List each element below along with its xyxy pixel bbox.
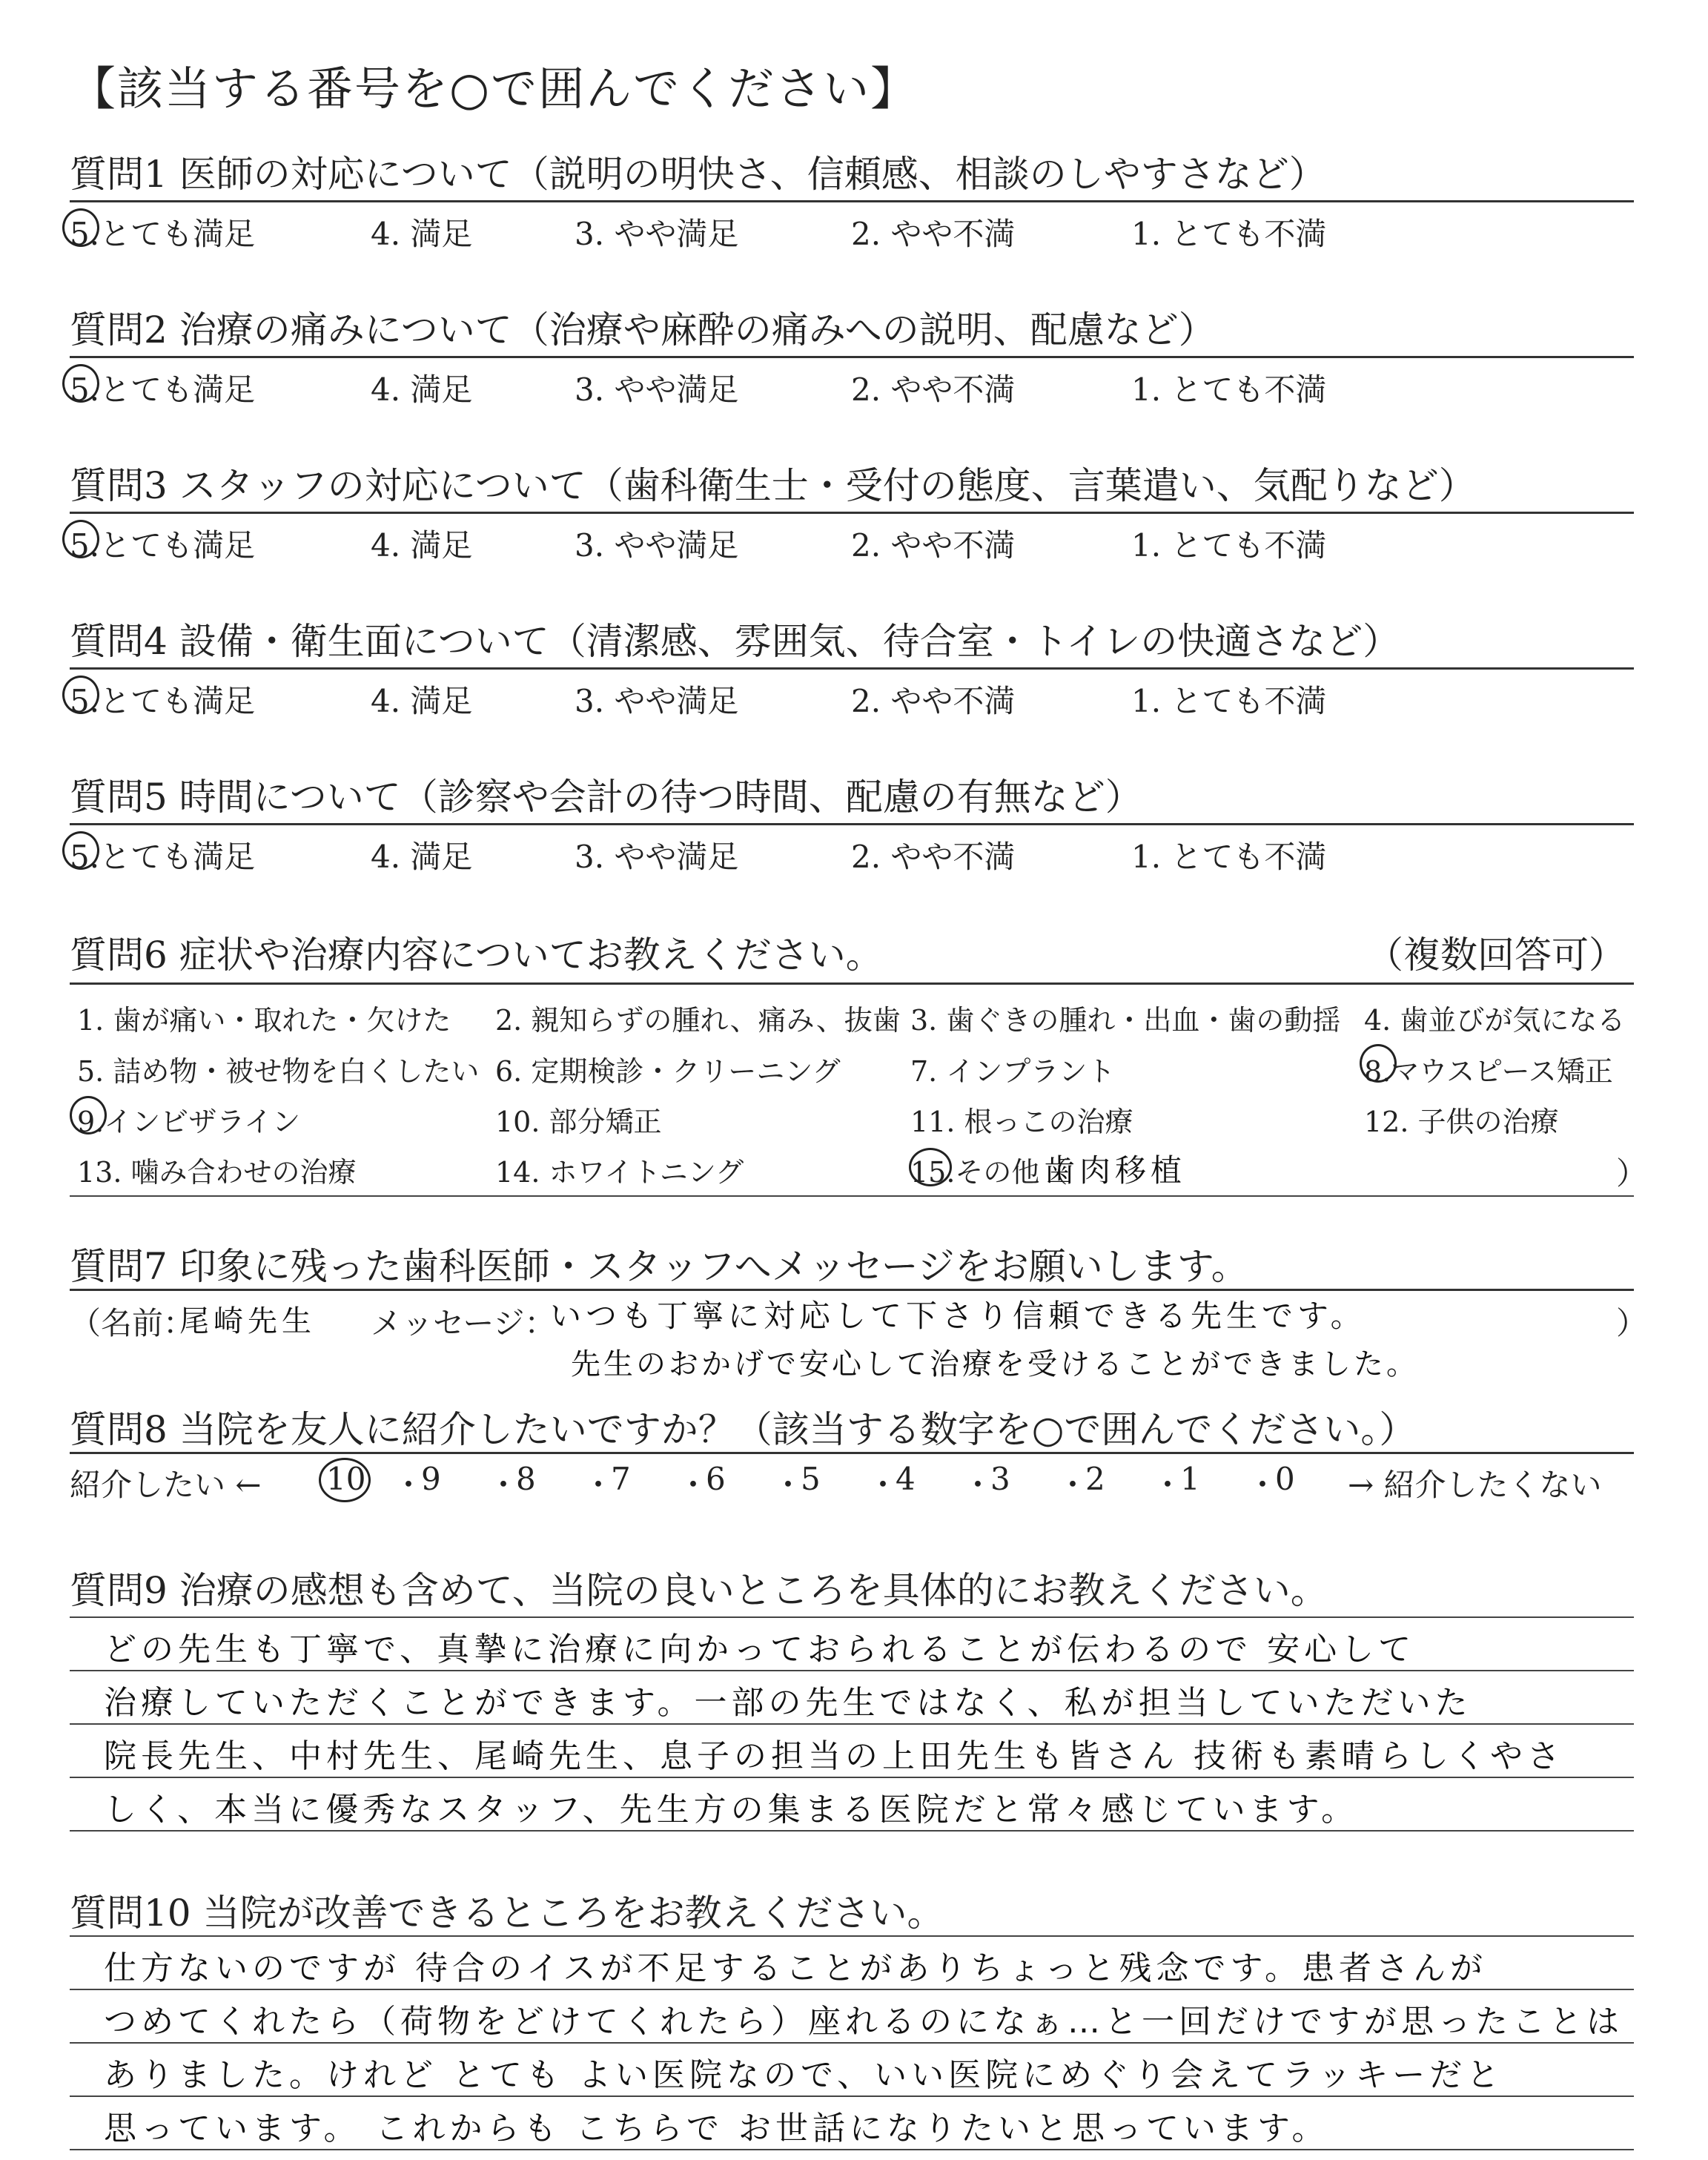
q1-label: 質問1 医師の対応について（説明の明快さ、信頼感、相談のしやすさなど） bbox=[70, 153, 1326, 196]
q4-option[interactable]: 2. やや不満 bbox=[851, 683, 1016, 719]
q8-scale-separator: ・ bbox=[1247, 1467, 1279, 1503]
ruled-line bbox=[70, 1830, 1634, 1832]
selection-circle bbox=[1360, 1044, 1397, 1083]
q2-label: 質問2 治療の痛みについて（治療や麻酔の痛みへの説明、配慮など） bbox=[70, 308, 1216, 351]
q8-scale-value[interactable]: 6 bbox=[706, 1461, 726, 1497]
q8-scale-value[interactable]: 8 bbox=[516, 1461, 536, 1497]
q8-scale-separator: ・ bbox=[488, 1467, 520, 1503]
q7-message-line1: いつも丁寧に対応して下さり信頼できる先生です。 bbox=[550, 1298, 1366, 1334]
ruled-line bbox=[70, 1616, 1634, 1618]
divider bbox=[70, 1452, 1634, 1454]
q8-scale-separator: ・ bbox=[962, 1467, 994, 1503]
ruled-line bbox=[70, 2042, 1634, 2044]
q6-note: （複数回答可） bbox=[1366, 934, 1626, 977]
q7-label: 質問7 印象に残った歯科医師・スタッフへメッセージをお願いします。 bbox=[70, 1245, 1248, 1288]
q3-label: 質問3 スタッフの対応について（歯科衛生士・受付の態度、言葉遣い、気配りなど） bbox=[70, 464, 1476, 507]
q3-option[interactable]: 3. やや満足 bbox=[575, 527, 739, 564]
q8-left-label: 紹介したい ← bbox=[70, 1467, 262, 1503]
q10-answer-line: つめてくれたら（荷物をどけてくれたら）座れるのになぁ…と一回だけですが思ったことは bbox=[104, 2003, 1623, 2041]
q7-message-label: メッセージ： bbox=[371, 1305, 556, 1341]
q9-answer-line: どの先生も丁寧で、真摯に治療に向かっておられることが伝わるので 安心して bbox=[104, 1631, 1416, 1668]
selection-circle bbox=[62, 364, 99, 403]
selection-circle bbox=[62, 208, 99, 247]
divider bbox=[70, 1289, 1634, 1291]
ruled-line bbox=[70, 1723, 1634, 1725]
q2-option[interactable]: 2. やや不満 bbox=[851, 371, 1016, 408]
ruled-line bbox=[70, 1777, 1634, 1778]
q7-message-line2: 先生のおかげで安心して治療を受けることができました。 bbox=[571, 1347, 1419, 1381]
q8-scale-separator: ・ bbox=[1057, 1467, 1089, 1503]
q8-right-label: → 紹介したくない bbox=[1348, 1467, 1602, 1503]
q8-scale-value[interactable]: 2 bbox=[1085, 1461, 1105, 1497]
q8-scale-separator: ・ bbox=[772, 1467, 804, 1503]
q3-option[interactable]: 1. とても不満 bbox=[1131, 527, 1327, 564]
selection-circle bbox=[62, 831, 99, 870]
q8-scale-value[interactable]: 0 bbox=[1275, 1461, 1295, 1497]
q8-scale-value[interactable]: 7 bbox=[611, 1461, 631, 1497]
ruled-line bbox=[70, 1935, 1634, 1937]
q9-label: 質問9 治療の感想も含めて、当院の良いところを具体的にお教えください。 bbox=[70, 1569, 1328, 1612]
q6-option[interactable]: 5. 詰め物・被せ物を白くしたい bbox=[77, 1055, 480, 1088]
q8-scale-separator: ・ bbox=[1152, 1467, 1184, 1503]
divider bbox=[70, 667, 1634, 670]
q6-option[interactable]: 7. インプラント bbox=[910, 1055, 1116, 1088]
q6-option[interactable]: 11. 根っこの治療 bbox=[910, 1106, 1133, 1138]
q8-scale-value[interactable]: 1 bbox=[1180, 1461, 1200, 1497]
selection-circle bbox=[909, 1148, 952, 1186]
q9-answer-line: 院長先生、中村先生、尾崎先生、息子の担当の上田先生も皆さん 技術も素晴らしくやさ bbox=[104, 1737, 1564, 1775]
divider bbox=[70, 512, 1634, 514]
q5-option[interactable]: 5.とても満足 bbox=[70, 839, 256, 875]
q5-option[interactable]: 2. やや不満 bbox=[851, 839, 1016, 875]
q8-scale-separator: ・ bbox=[583, 1467, 615, 1503]
q8-scale-value[interactable]: 3 bbox=[990, 1461, 1010, 1497]
q9-answer-line: しく、本当に優秀なスタッフ、先生方の集まる医院だと常々感じています。 bbox=[104, 1791, 1359, 1829]
q9-answer-line: 治療していただくことができます。一部の先生ではなく、私が担当していただいた bbox=[104, 1684, 1472, 1722]
q1-option[interactable]: 4. 満足 bbox=[371, 216, 473, 252]
q4-label: 質問4 設備・衛生面について（清潔感、雰囲気、待合室・トイレの快適さなど） bbox=[70, 620, 1400, 663]
q8-scale-separator: ・ bbox=[867, 1467, 899, 1503]
q5-option[interactable]: 3. やや満足 bbox=[575, 839, 739, 875]
q7-name-label: （名前： bbox=[70, 1305, 195, 1341]
q5-option[interactable]: 1. とても不満 bbox=[1131, 839, 1327, 875]
q10-answer-line: 思っています。 これからも こちらで お世話になりたいと思っています。 bbox=[104, 2110, 1329, 2147]
q8-scale-separator: ・ bbox=[393, 1467, 425, 1503]
q6-option[interactable]: 10. 部分矯正 bbox=[495, 1106, 662, 1138]
selection-circle bbox=[62, 676, 99, 714]
q3-option[interactable]: 2. やや不満 bbox=[851, 527, 1016, 564]
q3-option[interactable]: 5.とても満足 bbox=[70, 527, 256, 564]
q6-option[interactable]: 15.その他（ bbox=[910, 1156, 1068, 1189]
ruled-line bbox=[70, 2095, 1634, 2097]
q6-option[interactable]: 6. 定期検診・クリーニング bbox=[495, 1055, 841, 1088]
q7-name-value: 尾崎先生 bbox=[179, 1304, 316, 1338]
q8-label: 質問8 当院を友人に紹介したいですか？（該当する数字を○で囲んでください。） bbox=[70, 1408, 1417, 1451]
divider bbox=[70, 200, 1634, 202]
q7-close-paren: ） bbox=[1616, 1305, 1648, 1341]
q5-option[interactable]: 4. 満足 bbox=[371, 839, 473, 875]
q1-option[interactable]: 5.とても満足 bbox=[70, 216, 256, 252]
divider bbox=[70, 823, 1634, 825]
q10-answer-line: 仕方ないのですが 待合のイスが不足することがありちょっと残念です。患者さんが bbox=[104, 1949, 1488, 1987]
selection-circle bbox=[319, 1458, 371, 1502]
q4-option[interactable]: 1. とても不満 bbox=[1131, 683, 1327, 719]
q6-option[interactable]: 9.インビザライン bbox=[77, 1106, 301, 1138]
q6-option[interactable]: 2. 親知らずの腫れ、痛み、抜歯 bbox=[495, 1004, 901, 1037]
divider bbox=[70, 982, 1634, 985]
q6-option[interactable]: 4. 歯並びが気になる bbox=[1364, 1004, 1626, 1037]
q4-option[interactable]: 5.とても満足 bbox=[70, 683, 256, 719]
q2-option[interactable]: 1. とても不満 bbox=[1131, 371, 1327, 408]
q6-option[interactable]: 13. 噛み合わせの治療 bbox=[77, 1156, 357, 1189]
q8-scale-value[interactable]: 5 bbox=[801, 1461, 821, 1497]
q8-scale-value[interactable]: 10 bbox=[326, 1461, 366, 1497]
q6-option[interactable]: 1. 歯が痛い・取れた・欠けた bbox=[77, 1004, 451, 1037]
q4-option[interactable]: 4. 満足 bbox=[371, 683, 473, 719]
q4-option[interactable]: 3. やや満足 bbox=[575, 683, 739, 719]
q5-label: 質問5 時間について（診察や会計の待つ時間、配慮の有無など） bbox=[70, 776, 1142, 819]
q6-option[interactable]: 3. 歯ぐきの腫れ・出血・歯の動揺 bbox=[910, 1004, 1341, 1037]
q8-scale-value[interactable]: 9 bbox=[421, 1461, 441, 1497]
q6-option[interactable]: 8.マウスピース矯正 bbox=[1364, 1055, 1613, 1088]
q6-other-handwritten: 歯肉移植 bbox=[1044, 1152, 1187, 1189]
divider bbox=[70, 1195, 1634, 1197]
q10-label: 質問10 当院が改善できるところをお教えください。 bbox=[70, 1892, 944, 1935]
q6-label: 質問6 症状や治療内容についてお教えください。 bbox=[70, 934, 883, 977]
q10-answer-line: ありました。けれど とても よい医院なので、いい医院にめぐり会えてラッキーだと bbox=[104, 2056, 1504, 2094]
q2-option[interactable]: 4. 満足 bbox=[371, 371, 473, 408]
q2-option[interactable]: 5.とても満足 bbox=[70, 371, 256, 408]
q1-option[interactable]: 3. やや満足 bbox=[575, 216, 739, 252]
page-title: 【該当する番号を○で囲んでください】 bbox=[70, 62, 918, 116]
q2-option[interactable]: 3. やや満足 bbox=[575, 371, 739, 408]
ruled-line bbox=[70, 1989, 1634, 1990]
selection-circle bbox=[62, 520, 99, 558]
q6-option[interactable]: 14. ホワイトニング bbox=[495, 1156, 744, 1189]
ruled-line bbox=[70, 2149, 1634, 2150]
divider bbox=[70, 356, 1634, 358]
ruled-line bbox=[70, 1670, 1634, 1671]
q1-option[interactable]: 1. とても不満 bbox=[1131, 216, 1327, 252]
q6-close-paren: ） bbox=[1616, 1155, 1648, 1192]
q8-scale-separator: ・ bbox=[678, 1467, 709, 1503]
selection-circle bbox=[70, 1096, 107, 1135]
q6-option[interactable]: 12. 子供の治療 bbox=[1364, 1106, 1559, 1138]
q3-option[interactable]: 4. 満足 bbox=[371, 527, 473, 564]
q1-option[interactable]: 2. やや不満 bbox=[851, 216, 1016, 252]
q8-scale-value[interactable]: 4 bbox=[896, 1461, 916, 1497]
